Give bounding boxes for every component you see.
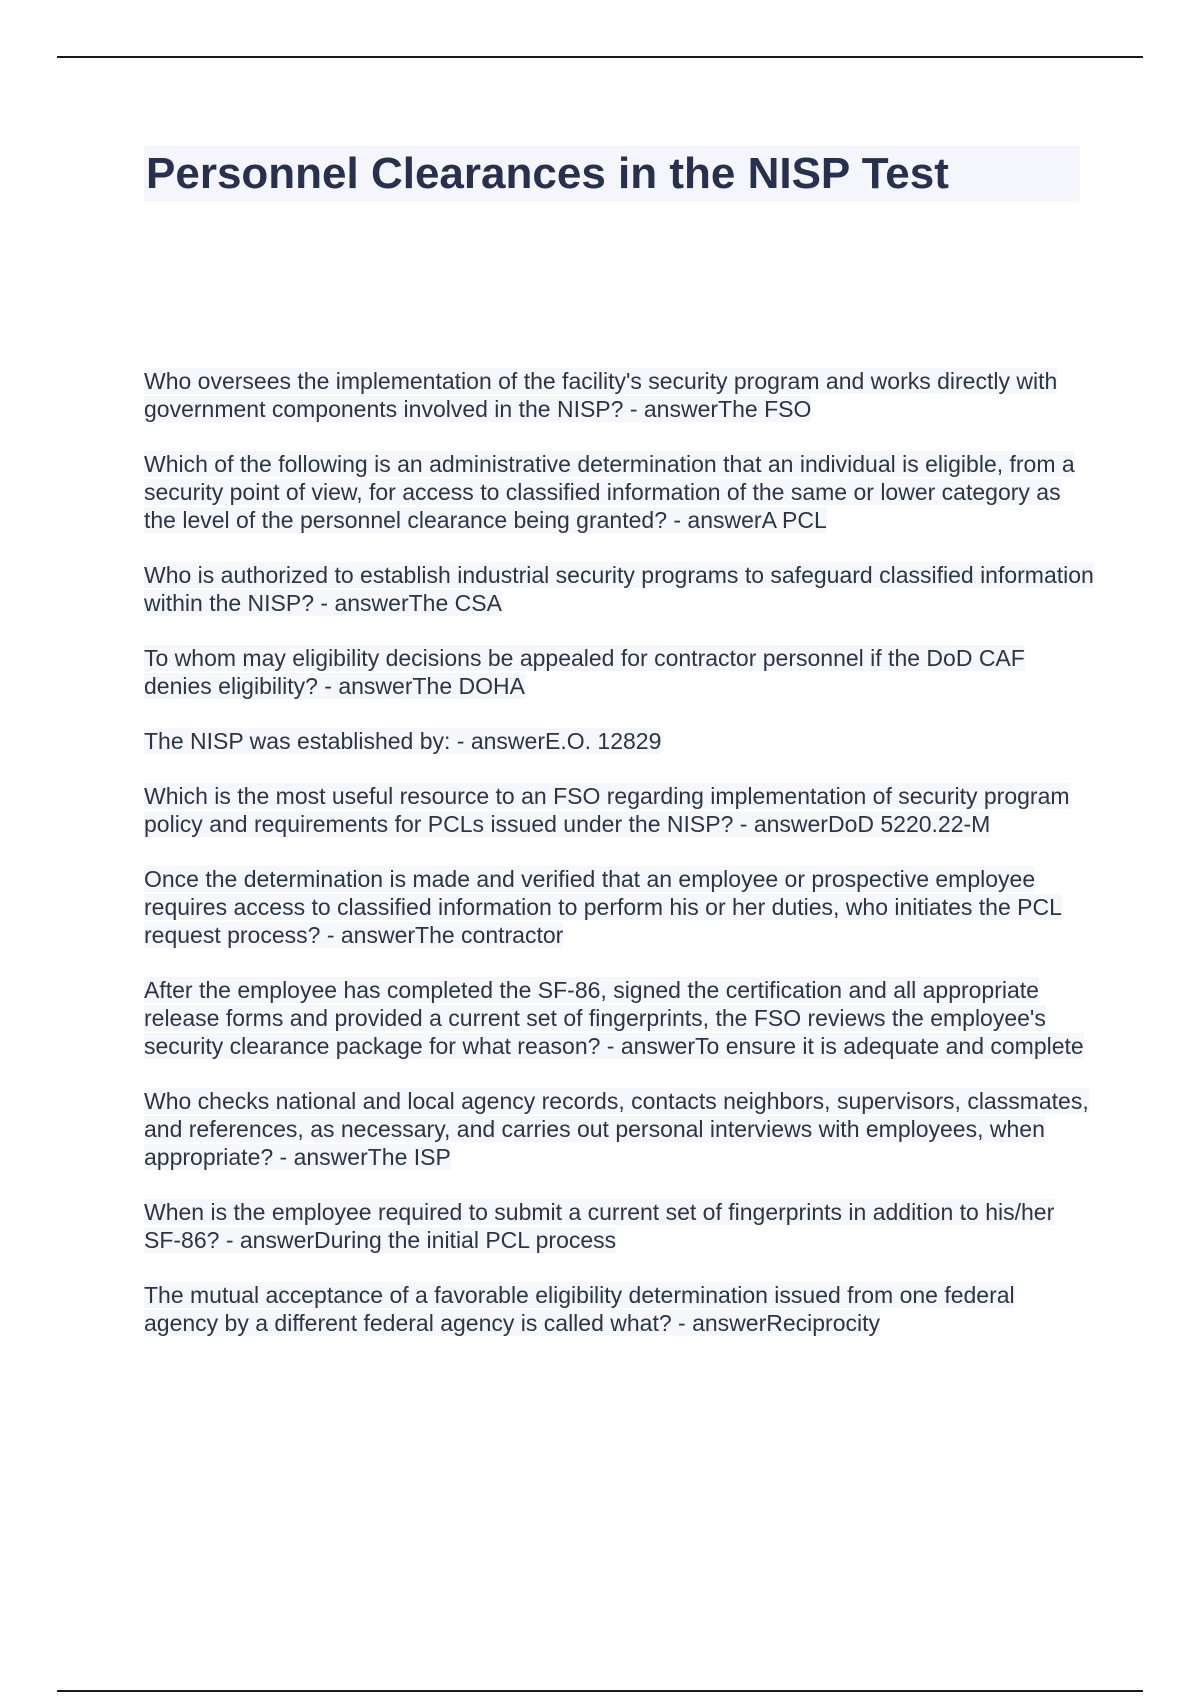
question-text: To whom may eligibility decisions be appealed for contractor personnel if the DoD CAF denies eligibility? <box>144 645 1025 699</box>
question-text: Who checks national and local agency records, contacts neighbors, supervisors, classmates, and references, as necessary, and carries out personal interviews with employees, when appropriate? <box>144 1088 1089 1170</box>
question-text: Which of the following is an administrative determination that an individual is eligible, from a security point of view, for access to classified information of the same or lower category as the level of the personnel clearance being granted? <box>144 451 1075 533</box>
answer-text: The CSA <box>408 590 502 616</box>
answer-text: The contractor <box>415 922 564 948</box>
answer-text: DoD 5220.22-M <box>827 811 991 837</box>
answer-text: To ensure it is adequate and complete <box>695 1033 1084 1059</box>
question-text: When is the employee required to submit a current set of fingerprints in addition to his/her SF-86? <box>144 1199 1055 1253</box>
qa-item <box>144 976 1094 1060</box>
qa-item <box>144 1198 1094 1254</box>
answer-prefix: - answer <box>273 1144 368 1170</box>
answer-text: E.O. 12829 <box>545 728 662 754</box>
qa-item <box>144 367 1094 423</box>
answer-prefix: - answer <box>671 1310 767 1336</box>
answer-text: Reciprocity <box>766 1310 880 1336</box>
answer-prefix: - answer <box>317 673 413 699</box>
answer-prefix: - answer <box>666 507 762 533</box>
qa-item <box>144 865 1094 949</box>
answer-prefix: - answer <box>320 922 416 948</box>
question-text: The mutual acceptance of a favorable eligibility determination issued from one federal agency by a different federal agency is called what? <box>144 1282 1015 1336</box>
answer-prefix: - answer <box>314 590 409 616</box>
answer-prefix: - answer <box>623 396 719 422</box>
question-text: Who is authorized to establish industrial security programs to safeguard classified information within the NISP? <box>144 562 1094 616</box>
answer-prefix: - answer <box>450 728 545 754</box>
qa-item <box>144 450 1094 534</box>
answer-text: The ISP <box>367 1144 451 1170</box>
question-text: Which is the most useful resource to an FSO regarding implementation of security program policy and requirements for PCLs issued under the NISP? <box>144 783 1070 837</box>
answer-prefix: - answer <box>219 1227 315 1253</box>
answer-text: A PCL <box>761 507 827 533</box>
question-text: The NISP was established by: <box>144 728 451 754</box>
page-title: Personnel Clearances in the NISP Test <box>144 146 1080 202</box>
answer-text: The DOHA <box>412 673 525 699</box>
question-text: After the employee has completed the SF-86, signed the certification and all appropriate release forms and provided a current set of fingerprints, the FSO reviews the employee's security clearance package for what reason? <box>144 977 1046 1059</box>
qa-item <box>144 561 1094 617</box>
answer-prefix: - answer <box>600 1033 696 1059</box>
bottom-rule <box>57 1690 1143 1692</box>
answer-text: The FSO <box>718 396 812 422</box>
answer-text: During the initial PCL process <box>314 1227 617 1253</box>
qa-item <box>144 1281 1094 1337</box>
top-rule <box>57 56 1143 58</box>
question-text: Once the determination is made and verified that an employee or prospective employee requires access to classified information to perform his or her duties, who initiates the PCL request process? <box>144 866 1062 948</box>
question-text: Who oversees the implementation of the facility's security program and works directly with government components involved in the NISP? <box>144 368 1058 422</box>
question-answer-list <box>144 367 1094 1364</box>
qa-item <box>144 1087 1094 1171</box>
qa-item <box>144 644 1094 700</box>
qa-item <box>144 782 1094 838</box>
answer-prefix: - answer <box>733 811 828 837</box>
qa-item <box>144 727 1094 755</box>
